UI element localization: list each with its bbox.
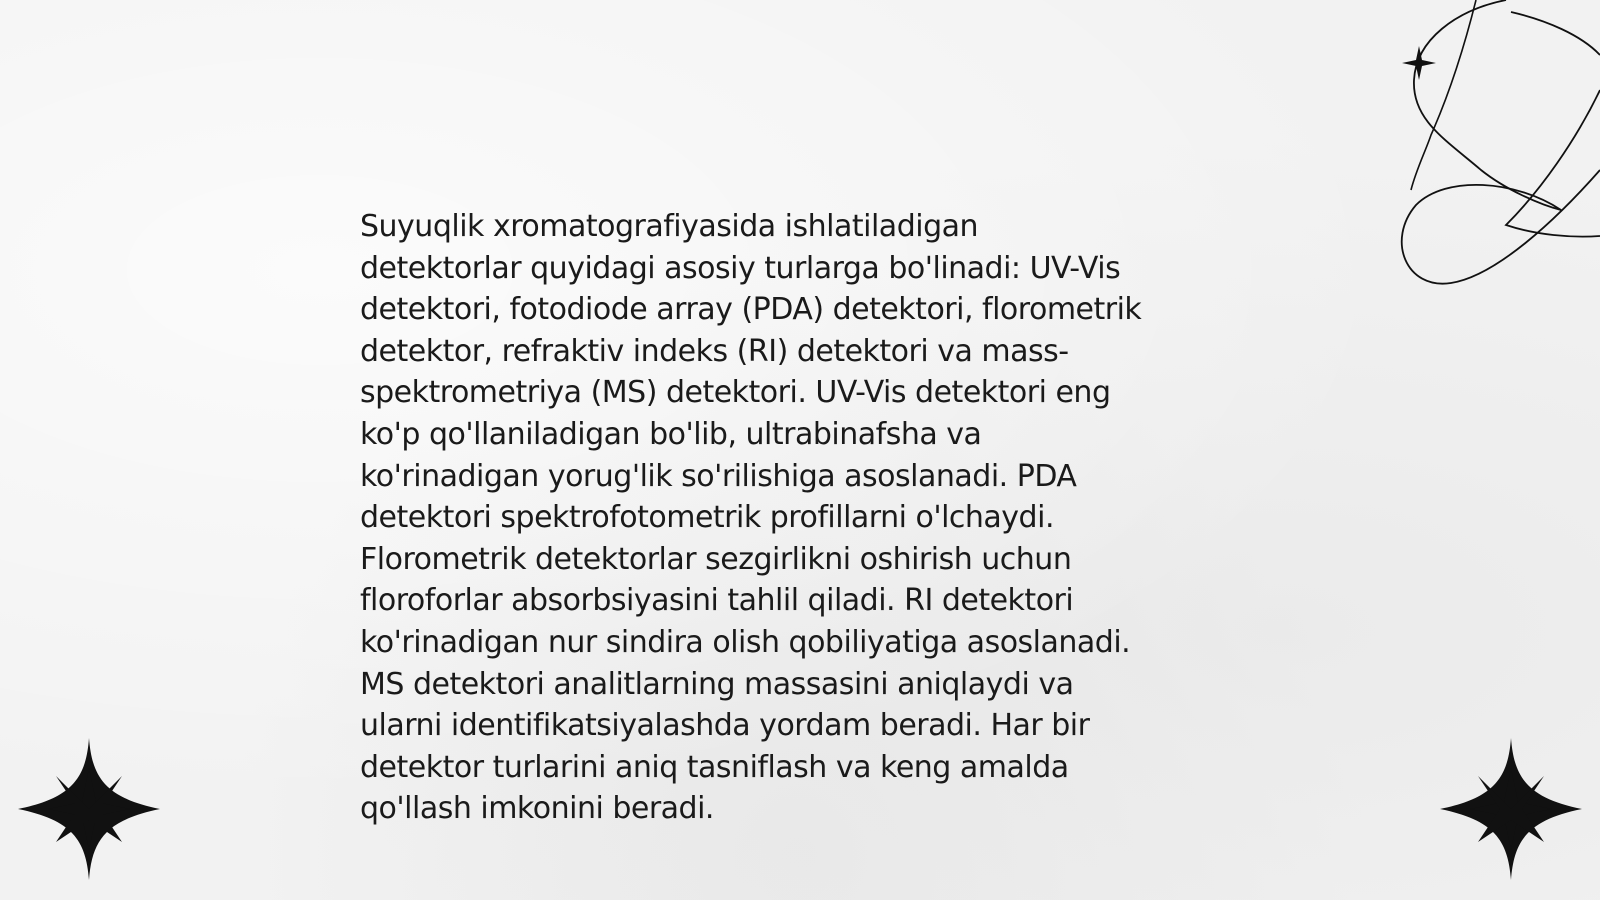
body-line: ko'rinadigan nur sindira olish qobiliyatiga asoslanadi.: [360, 624, 1131, 660]
body-line: floroforlar absorbsiyasini tahlil qiladi. RI detektori: [360, 583, 1074, 619]
four-point-star-icon: [1440, 738, 1582, 880]
body-line: detektor turlarini aniq tasniflash va keng amalda: [360, 749, 1069, 785]
body-line: detektor, refraktiv indeks (RI) detektori va mass-: [360, 333, 1069, 369]
body-line: Florometrik detektorlar sezgirlikni oshirish uchun: [360, 541, 1072, 577]
body-line: detektori, fotodiode array (PDA) detektori, florometrik: [360, 292, 1142, 328]
body-line: Suyuqlik xromatografiyasida ishlatiladigan: [360, 209, 979, 244]
body-line: ko'rinadigan yorug'lik so'rilishiga asoslanadi. PDA: [360, 458, 1077, 494]
four-point-star-icon: [18, 738, 160, 880]
body-line: spektrometriya (MS) detektori. UV-Vis detektori eng: [360, 375, 1111, 411]
orbit-sparkle-icon: [1356, 0, 1600, 290]
body-line: ko'p qo'llaniladigan bo'lib, ultrabinafsha va: [360, 416, 982, 452]
body-line: MS detektori analitlarning massasini aniqlaydi va: [360, 666, 1074, 702]
body-line: ularni identifikatsiyalashda yordam beradi. Har bir: [360, 708, 1090, 744]
body-line: detektori spektrofotometrik profillarni o'lchaydi.: [360, 500, 1054, 536]
body-line: qo'llash imkonini beradi.: [360, 791, 714, 827]
body-line: detektorlar quyidagi asosiy turlarga bo'linadi: UV-Vis: [360, 250, 1121, 286]
slide-body-text: [360, 206, 1260, 830]
